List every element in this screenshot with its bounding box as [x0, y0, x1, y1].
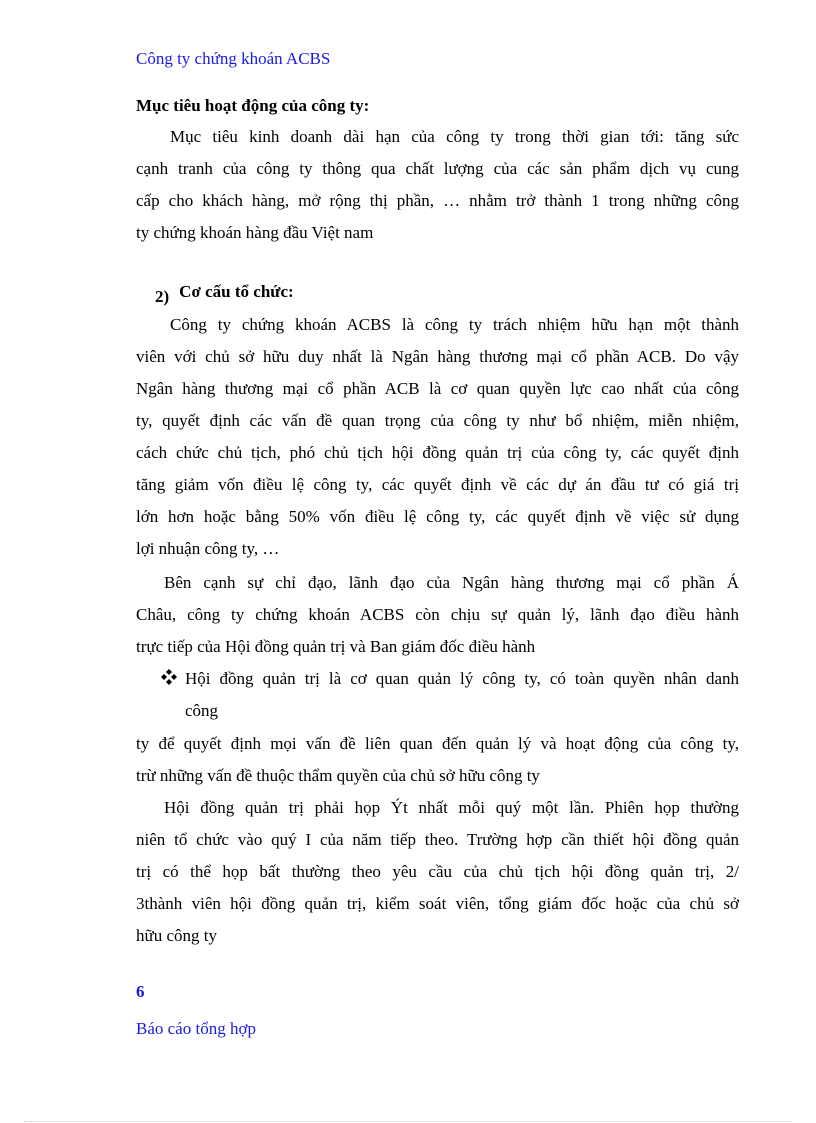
- section-number: 2): [155, 287, 170, 306]
- objectives-paragraph: [136, 121, 739, 249]
- paragraph-line: lợi nhuận công ty, …: [136, 539, 280, 558]
- paragraph-line: trừ những vấn đề thuộc thẩm quyền của chủ sở hữu công ty: [136, 766, 540, 785]
- paragraph-line: hữu công ty: [136, 926, 217, 945]
- objectives-heading: Mục tiêu hoạt động của công ty:: [136, 96, 370, 115]
- bullet-line: Hội đồng quản trị là cơ quan quản lý công ty, có toàn quyền nhân danh: [185, 669, 739, 688]
- structure-paragraph-1: [136, 309, 739, 565]
- paragraph-line: lớn hơn hoặc bằng 50% vốn điều lệ công ty, các quyết định về việc sử dụng: [136, 507, 739, 526]
- paragraph-line: Hội đồng quản trị phải họp Ýt nhất mỗi quý một lần. Phiên họp thường: [164, 798, 739, 817]
- section-heading: [155, 282, 294, 306]
- structure-paragraph-4: [136, 792, 739, 952]
- bullet-text: [185, 663, 739, 727]
- paragraph-line: tăng giảm vốn điều lệ công ty, các quyết định về các dự án đầu tư có giá trị: [136, 475, 739, 494]
- paragraph-line: cách chức chủ tịch, phó chủ tịch hội đồng quản trị của công ty, các quyết định: [136, 443, 739, 462]
- paragraph-line: cấp cho khách hàng, mở rộng thị phần, … nhằm trở thành 1 trong những công: [136, 191, 739, 210]
- paragraph-line: Mục tiêu kinh doanh dài hạn của công ty trong thời gian tới: tăng sức: [170, 127, 739, 146]
- paragraph-line: ty, quyết định các vấn đề quan trọng của công ty như bổ nhiệm, miễn nhiệm,: [136, 411, 739, 430]
- section-title: Cơ cấu tổ chức:: [179, 282, 294, 301]
- paragraph-line: trực tiếp của Hội đồng quản trị và Ban giám đốc điều hành: [136, 637, 536, 656]
- paragraph-line: niên tổ chức vào quý I của năm tiếp theo. Trường hợp cần thiết hội đồng quản: [136, 830, 739, 849]
- paragraph-line: ty chứng khoán hàng đầu Việt nam: [136, 223, 374, 242]
- paragraph-line: ty để quyết định mọi vấn đề liên quan đến quản lý và hoạt động của công ty,: [136, 734, 739, 753]
- paragraph-line: trị có thể họp bất thường theo yêu cầu của chủ tịch hội đồng quản trị, 2/: [136, 862, 739, 881]
- page-bottom-divider: [24, 1121, 792, 1122]
- structure-paragraph-2: [136, 567, 739, 663]
- paragraph-line: viên với chủ sở hữu duy nhất là Ngân hàng thương mại cổ phần ACB. Do vậy: [136, 347, 739, 366]
- paragraph-line: Châu, công ty chứng khoán ACBS còn chịu sự quản lý, lãnh đạo điều hành: [136, 605, 739, 624]
- paragraph-line: Công ty chứng khoán ACBS là công ty trách nhiệm hữu hạn một thành: [170, 315, 739, 334]
- paragraph-line: 3thành viên hội đồng quản trị, kiểm soát viên, tổng giám đốc hoặc của chủ sở: [136, 894, 739, 913]
- paragraph-line: cạnh tranh của công ty thông qua chất lượng của các sản phẩm dịch vụ cung: [136, 159, 739, 178]
- report-title: Báo cáo tổng hợp: [136, 1019, 256, 1038]
- structure-paragraph-3: [136, 728, 739, 792]
- company-header: Công ty chứng khoán ACBS: [136, 49, 331, 68]
- page-number: 6: [136, 982, 145, 1001]
- bullet-line: công: [185, 701, 219, 720]
- paragraph-line: Ngân hàng thương mại cổ phần ACB là cơ quan quyền lực cao nhất của công: [136, 379, 739, 398]
- paragraph-line: Bên cạnh sự chỉ đạo, lãnh đạo của Ngân hàng thương mại cổ phần Á: [164, 573, 739, 592]
- four-diamond-bullet-icon: [160, 668, 178, 686]
